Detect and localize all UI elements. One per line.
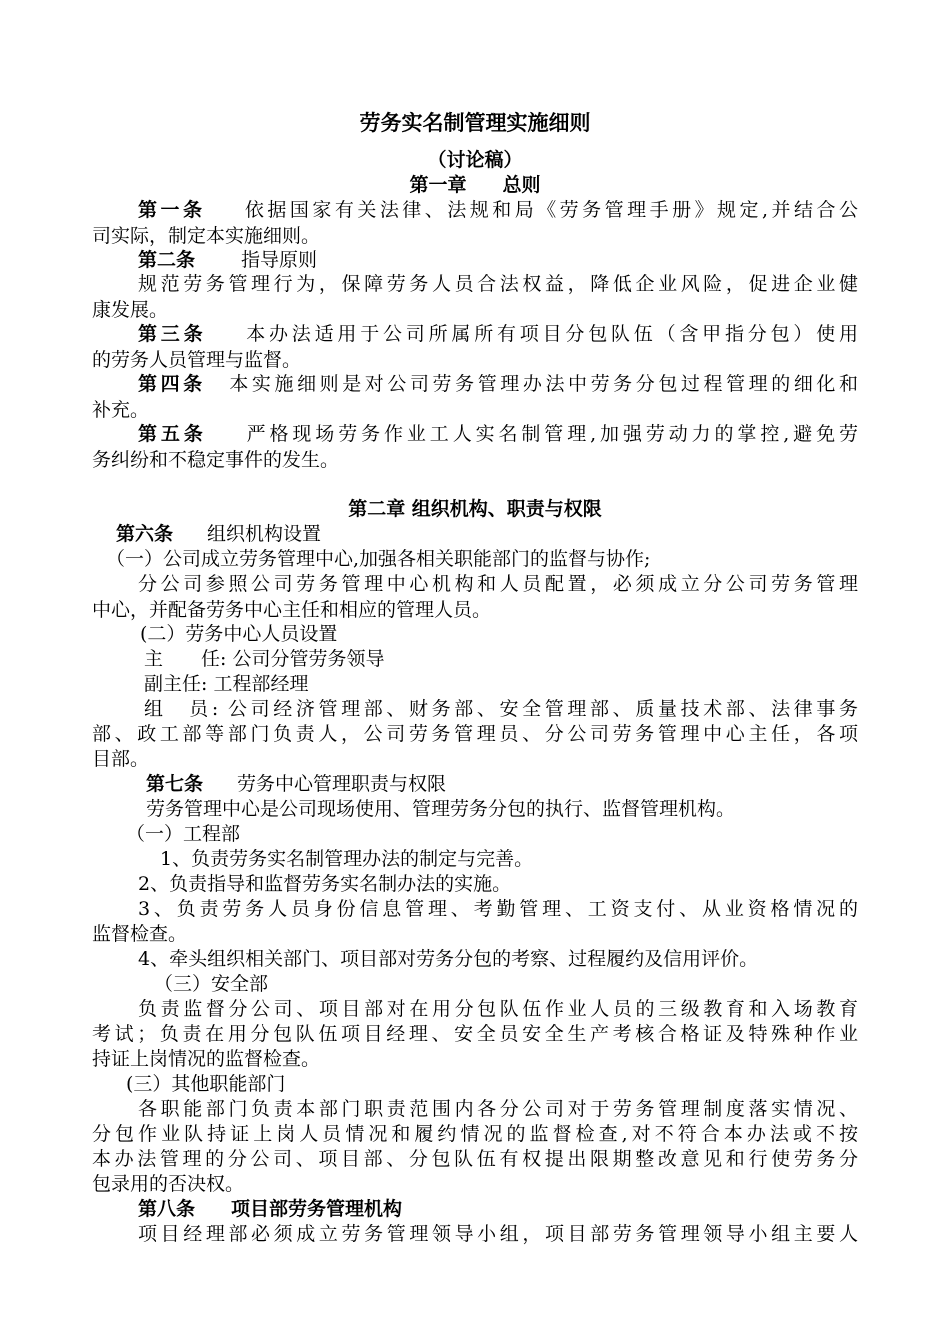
- list-item: (二）劳务中心人员设置: [140, 623, 338, 645]
- article-text: 补充。: [92, 399, 150, 421]
- role-line: 副主任: 工程部经理: [144, 673, 309, 695]
- list-item: 2、负责指导和监督劳务实名制办法的实施。: [138, 873, 512, 895]
- section-heading: (三）其他职能部门: [126, 1073, 286, 1095]
- paragraph-line: 规范劳务管理行为，保障劳务人员合法权益，降低企业风险，促进企业健: [138, 273, 858, 295]
- article-label: 第二条: [138, 249, 196, 271]
- article-line: [138, 198, 858, 222]
- list-item: 3、负责劳务人员身份信息管理、考勤管理、工资支付、从业资格情况的: [138, 898, 858, 920]
- paragraph-line: 分包作业队持证上岗人员情况和履约情况的监督检查,对不符合本办法或不按: [92, 1123, 858, 1145]
- list-item: 4、牵头组织相关部门、项目部对劳务分包的考察、过程履约及信用评价。: [138, 948, 759, 970]
- chapter-name: 总则: [502, 174, 541, 196]
- article-text: 务纠纷和不稳定事件的发生。: [92, 449, 340, 471]
- list-item: 1、负责劳务实名制管理办法的制定与完善。: [160, 848, 534, 870]
- article-text: 指导原则: [241, 249, 318, 271]
- role-line: 主 任: 公司分管劳务领导: [144, 648, 385, 670]
- section-heading: （三）安全部: [154, 973, 269, 995]
- paragraph-line: 各职能部门负责本部门职责范围内各分公司对于劳务管理制度落实情况、: [138, 1098, 858, 1120]
- article-line: [138, 322, 858, 346]
- paragraph-line: 本办法管理的分公司、项目部、分包队伍有权提出限期整改意见和行使劳务分: [92, 1148, 858, 1170]
- paragraph-line: 劳务管理中心是公司现场使用、管理劳务分包的执行、监督管理机构。: [146, 798, 736, 820]
- article-line: [116, 522, 321, 546]
- paragraph-line: 康发展。: [92, 299, 169, 321]
- role-line: 目部。: [92, 748, 150, 770]
- article-label: 第五条: [138, 423, 207, 445]
- paragraph-line: 分公司参照公司劳务管理中心机构和人员配置，必须成立分公司劳务管理: [138, 573, 858, 595]
- chapter-heading: [0, 173, 950, 197]
- article-text: 的劳务人员管理与监督。: [92, 349, 302, 371]
- paragraph-line: 中心，并配备劳务中心主任和相应的管理人员。: [92, 599, 492, 621]
- paragraph-line: 负责监督分公司、项目部对在用分包队伍作业人员的三级教育和入场教育: [138, 998, 858, 1020]
- article-text: 劳务中心管理职责与权限: [237, 773, 447, 795]
- article-line: [138, 422, 858, 446]
- paragraph-line: 项目经理部必须成立劳务管理领导小组，项目部劳务管理领导小组主要人: [138, 1223, 858, 1245]
- article-text: 严格现场劳务作业工人实名制管理,加强劳动力的掌控,避免劳: [242, 423, 858, 445]
- article-line: [138, 1197, 402, 1221]
- article-text: 组织机构设置: [207, 523, 322, 545]
- article-line: [146, 772, 446, 796]
- article-text: 本办法适用于公司所属所有项目分包队伍（含甲指分包）使用: [242, 323, 858, 345]
- article-text: 司实际，制定本实施细则。: [92, 225, 321, 247]
- list-item: 监督检查。: [92, 923, 188, 945]
- article-label: 第八条: [138, 1198, 196, 1220]
- list-item: （一）公司成立劳务管理中心,加强各相关职能部门的监督与协作;: [106, 548, 651, 570]
- paragraph-line: 包录用的否决权。: [92, 1173, 245, 1195]
- chapter-heading: 第二章 组织机构、职责与权限: [348, 498, 602, 520]
- article-text: 项目部劳务管理机构: [231, 1198, 403, 1220]
- paragraph-line: 持证上岗情况的监督检查。: [92, 1048, 321, 1070]
- section-heading: （一）工程部: [126, 823, 241, 845]
- paragraph-line: 考试；负责在用分包队伍项目经理、安全员安全生产考核合格证及特殊种作业: [92, 1023, 858, 1045]
- role-line: 组 员: 公司经济管理部、财务部、安全管理部、质量技术部、法律事务: [144, 698, 858, 720]
- article-label: 第一条: [138, 199, 206, 221]
- article-line: [138, 372, 858, 396]
- article-line: [138, 248, 317, 272]
- article-label: 第四条: [138, 373, 206, 395]
- article-label: 第七条: [146, 773, 204, 795]
- chapter-number: 第一章: [409, 174, 467, 196]
- article-label: 第六条: [116, 523, 174, 545]
- document-title: 劳务实名制管理实施细则: [359, 111, 591, 135]
- article-text: 依据国家有关法律、法规和局《劳务管理手册》规定,并结合公: [241, 199, 858, 221]
- article-text: 本实施细则是对公司劳务管理办法中劳务分包过程管理的细化和: [225, 373, 858, 395]
- role-line: 部、政工部等部门负责人，公司劳务管理员、分公司劳务管理中心主任，各项: [92, 723, 858, 745]
- document-subtitle: （讨论稿）: [427, 149, 523, 171]
- article-label: 第三条: [138, 323, 207, 345]
